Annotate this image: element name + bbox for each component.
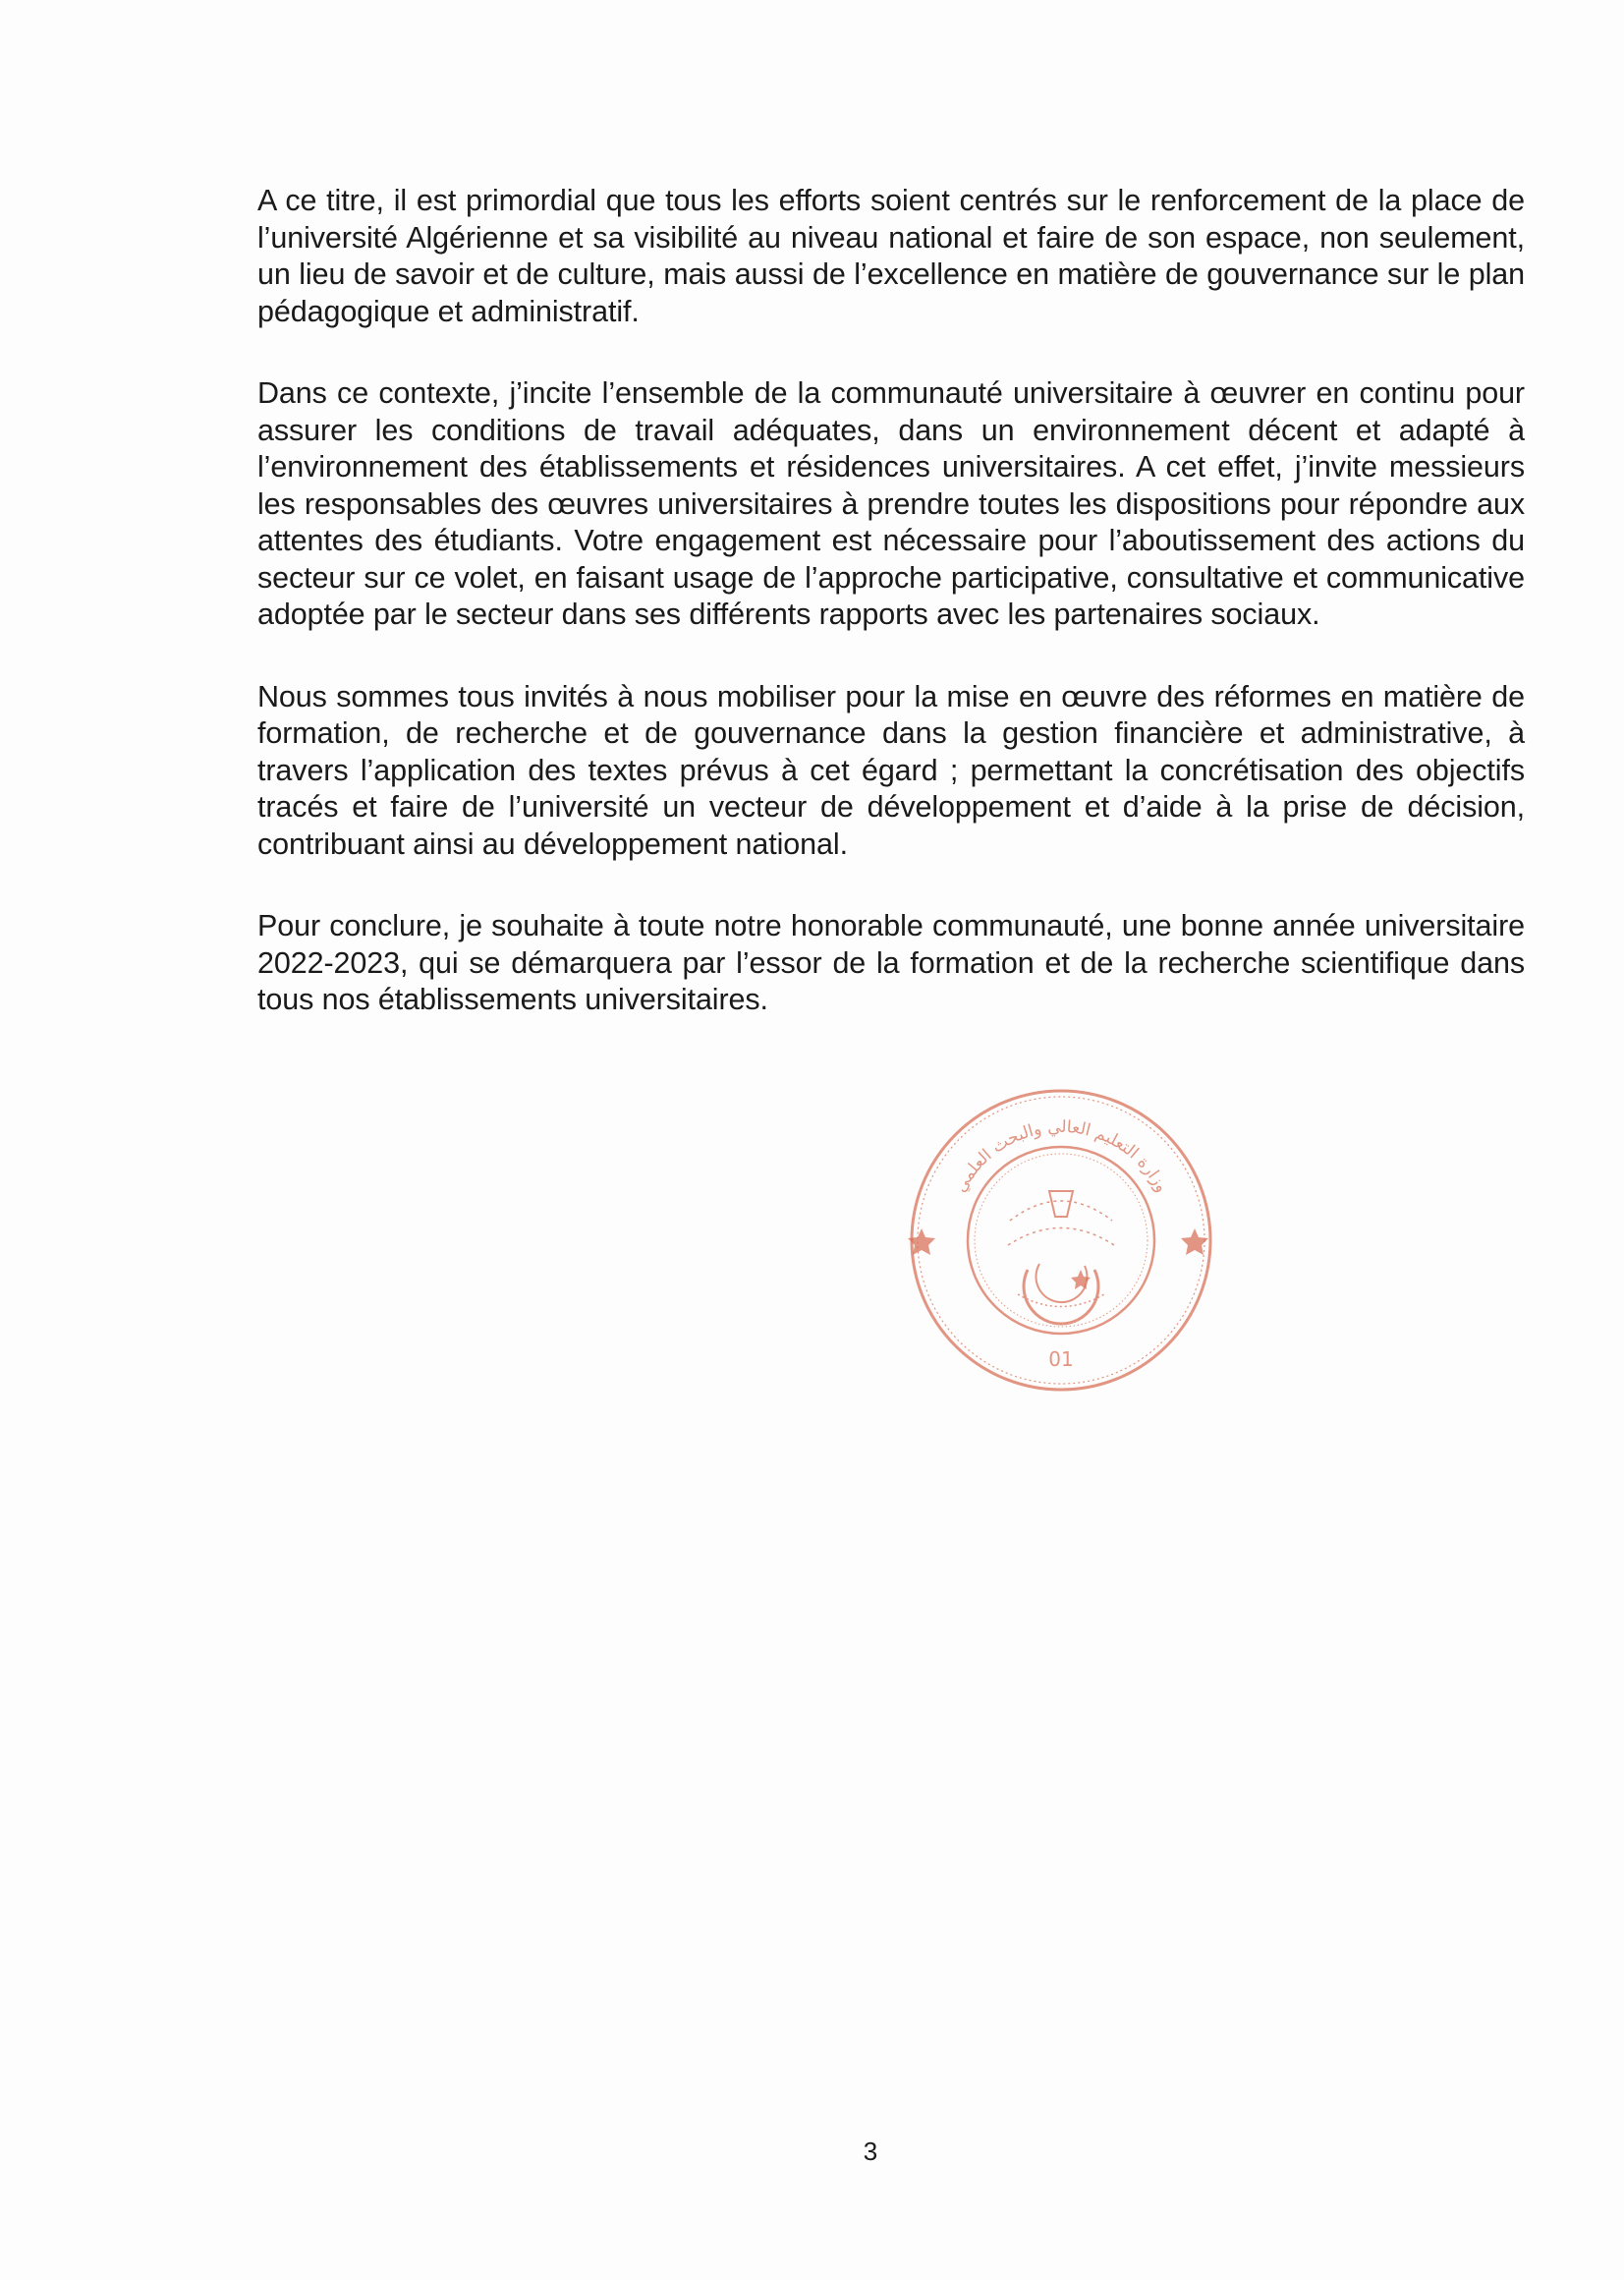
- letter-body: [257, 183, 1525, 1064]
- page-number: 3: [863, 2137, 878, 2166]
- paragraph-3: Nous sommes tous invités à nous mobiliser pour la mise en œuvre des réformes en matière de formation, de recherche et de gouvernance dans la gestion financière et administrative, à travers l’application des textes prévus à cet égard ; permettant la concrétisation des objectifs tracés et faire de l’université un vecteur de développement et d’aide à la prise de décision, contribuant ainsi au développement national.: [257, 679, 1525, 861]
- seal-number: 01: [1048, 1347, 1074, 1371]
- paragraph-1: A ce titre, il est primordial que tous les efforts soient centrés sur le renforcement de la place de l’université Algérienne et sa visibilité au niveau national et faire de son espace, non seulement, un lieu de savoir et de culture, mais aussi de l’excellence en matière de gouvernance sur le plan pédagogique et administratif.: [257, 184, 1525, 328]
- paragraph-2: Dans ce contexte, j’incite l’ensemble de la communauté universitaire à œuvrer en continu pour assurer les conditions de travail adéquates, dans un environnement décent et adapté à l’environnement des établissements et résidences universitaires. A cet effet, j’invite messieurs les responsables des œuvres universitaires à prendre toutes les dispositions pour répondre aux attentes des étudiants. Votre engagement est nécessaire pour l’aboutissement des actions du secteur sur ce volet, en faisant usage de l’approche participative, consultative et communicative adoptée par le secteur dans ses différents rapports avec les partenaires sociaux.: [257, 376, 1525, 631]
- paragraph-4: Pour conclure, je souhaite à toute notre honorable communauté, une bonne année universitaire 2022-2023, qui se démarquera par l’essor de la formation et de la recherche scientifique dans tous nos établissements universitaires.: [257, 909, 1525, 1016]
- seal-lettering: وزارة التعليم العالي والبحث العلمي: [950, 1116, 1172, 1196]
- official-seal-icon: [902, 1073, 1220, 1407]
